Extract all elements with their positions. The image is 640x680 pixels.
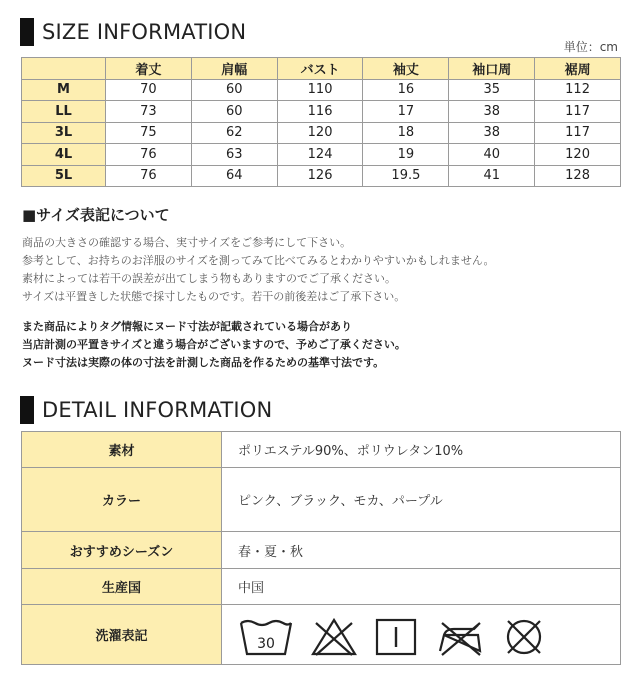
- table-row: [22, 432, 621, 468]
- size-value: 117: [535, 122, 621, 144]
- note-line: 素材によっては若干の誤差が出てしまう物もありますのでご了承ください。: [22, 272, 396, 285]
- size-value: 110: [277, 79, 363, 101]
- size-value: 120: [277, 122, 363, 144]
- detail-label: 洗濯表記: [22, 605, 222, 665]
- detail-label: 生産国: [22, 569, 222, 605]
- unit-label: 単位：cm: [563, 40, 618, 54]
- size-value: 76: [106, 144, 192, 166]
- size-value: 17: [363, 101, 449, 123]
- size-value: 35: [449, 79, 535, 101]
- table-row: [22, 532, 621, 569]
- size-value: 62: [191, 122, 277, 144]
- size-section-header: [20, 18, 246, 46]
- column-header: バスト: [277, 58, 363, 80]
- wash-temp-label: 30: [257, 635, 275, 652]
- table-row: [22, 144, 621, 166]
- section-marker: [20, 396, 34, 424]
- size-value: 76: [106, 165, 192, 187]
- table-row: [22, 79, 621, 101]
- section-marker: [20, 18, 34, 46]
- size-value: 60: [191, 101, 277, 123]
- size-label: 3L: [22, 122, 106, 144]
- size-value: 40: [449, 144, 535, 166]
- size-value: 38: [449, 101, 535, 123]
- no-dry-clean-icon: [502, 617, 546, 657]
- detail-label: 素材: [22, 432, 222, 468]
- size-value: 120: [535, 144, 621, 166]
- note-bold-line: ヌード寸法は実際の体の寸法を計測した商品を作るための基準寸法です。: [22, 356, 385, 369]
- drip-dry-icon: [374, 617, 418, 657]
- size-label: 4L: [22, 144, 106, 166]
- column-header: 袖口周: [449, 58, 535, 80]
- table-row: [22, 122, 621, 144]
- table-row: [22, 605, 621, 665]
- size-value: 126: [277, 165, 363, 187]
- wash-symbols: [238, 613, 620, 657]
- note-bold-line: また商品によりタグ情報にヌード寸法が記載されている場合があり: [22, 320, 352, 333]
- detail-section-header: [20, 396, 272, 424]
- note-line: サイズは平置きした状態で採寸したものです。若干の前後差はご了承下さい。: [22, 290, 406, 303]
- size-label: 5L: [22, 165, 106, 187]
- table-row: [22, 101, 621, 123]
- table-row: [22, 569, 621, 605]
- table-row: [22, 468, 621, 532]
- size-value: 19: [363, 144, 449, 166]
- column-header: 着丈: [106, 58, 192, 80]
- size-value: 124: [277, 144, 363, 166]
- wash-tub-30-icon: [238, 617, 294, 657]
- wash-symbols-cell: [222, 605, 621, 665]
- size-value: 38: [449, 122, 535, 144]
- size-table-header-row: [22, 58, 621, 80]
- size-value: 73: [106, 101, 192, 123]
- size-label: M: [22, 79, 106, 101]
- size-value: 117: [535, 101, 621, 123]
- size-value: 18: [363, 122, 449, 144]
- size-note-body: [22, 234, 632, 306]
- size-value: 64: [191, 165, 277, 187]
- size-value: 128: [535, 165, 621, 187]
- size-section-title: SIZE INFORMATION: [42, 20, 247, 44]
- note-line: 参考として、お持ちのお洋服のサイズを測ってみて比べてみるとわかりやすいかもしれません。: [22, 254, 495, 267]
- detail-value: ピンク、ブラック、モカ、パープル: [222, 468, 621, 532]
- size-note-emphasis: [22, 318, 632, 372]
- size-label: LL: [22, 101, 106, 123]
- size-value: 63: [191, 144, 277, 166]
- size-value: 112: [535, 79, 621, 101]
- detail-section-title: DETAIL INFORMATION: [42, 398, 273, 422]
- detail-value: ポリエステル90%、ポリウレタン10%: [222, 432, 621, 468]
- size-value: 41: [449, 165, 535, 187]
- corner-cell: [22, 58, 106, 80]
- no-bleach-icon: [310, 617, 358, 657]
- size-value: 75: [106, 122, 192, 144]
- column-header: 肩幅: [191, 58, 277, 80]
- detail-label: カラー: [22, 468, 222, 532]
- size-table: [21, 57, 621, 187]
- note-line: 商品の大きさの確認する場合、実寸サイズをご参考にして下さい。: [22, 236, 352, 249]
- size-value: 70: [106, 79, 192, 101]
- size-value: 19.5: [363, 165, 449, 187]
- size-note-title: ■サイズ表記について: [22, 206, 170, 224]
- size-value: 116: [277, 101, 363, 123]
- table-row: [22, 165, 621, 187]
- size-value: 60: [191, 79, 277, 101]
- detail-value: 春・夏・秋: [222, 532, 621, 569]
- size-value: 16: [363, 79, 449, 101]
- detail-label: おすすめシーズン: [22, 532, 222, 569]
- note-bold-line: 当店計測の平置きサイズと違う場合がございますので、予めご了承ください。: [22, 338, 406, 351]
- detail-value: 中国: [222, 569, 621, 605]
- column-header: 裾周: [535, 58, 621, 80]
- no-iron-icon: [434, 617, 486, 657]
- column-header: 袖丈: [363, 58, 449, 80]
- detail-table: [21, 431, 621, 665]
